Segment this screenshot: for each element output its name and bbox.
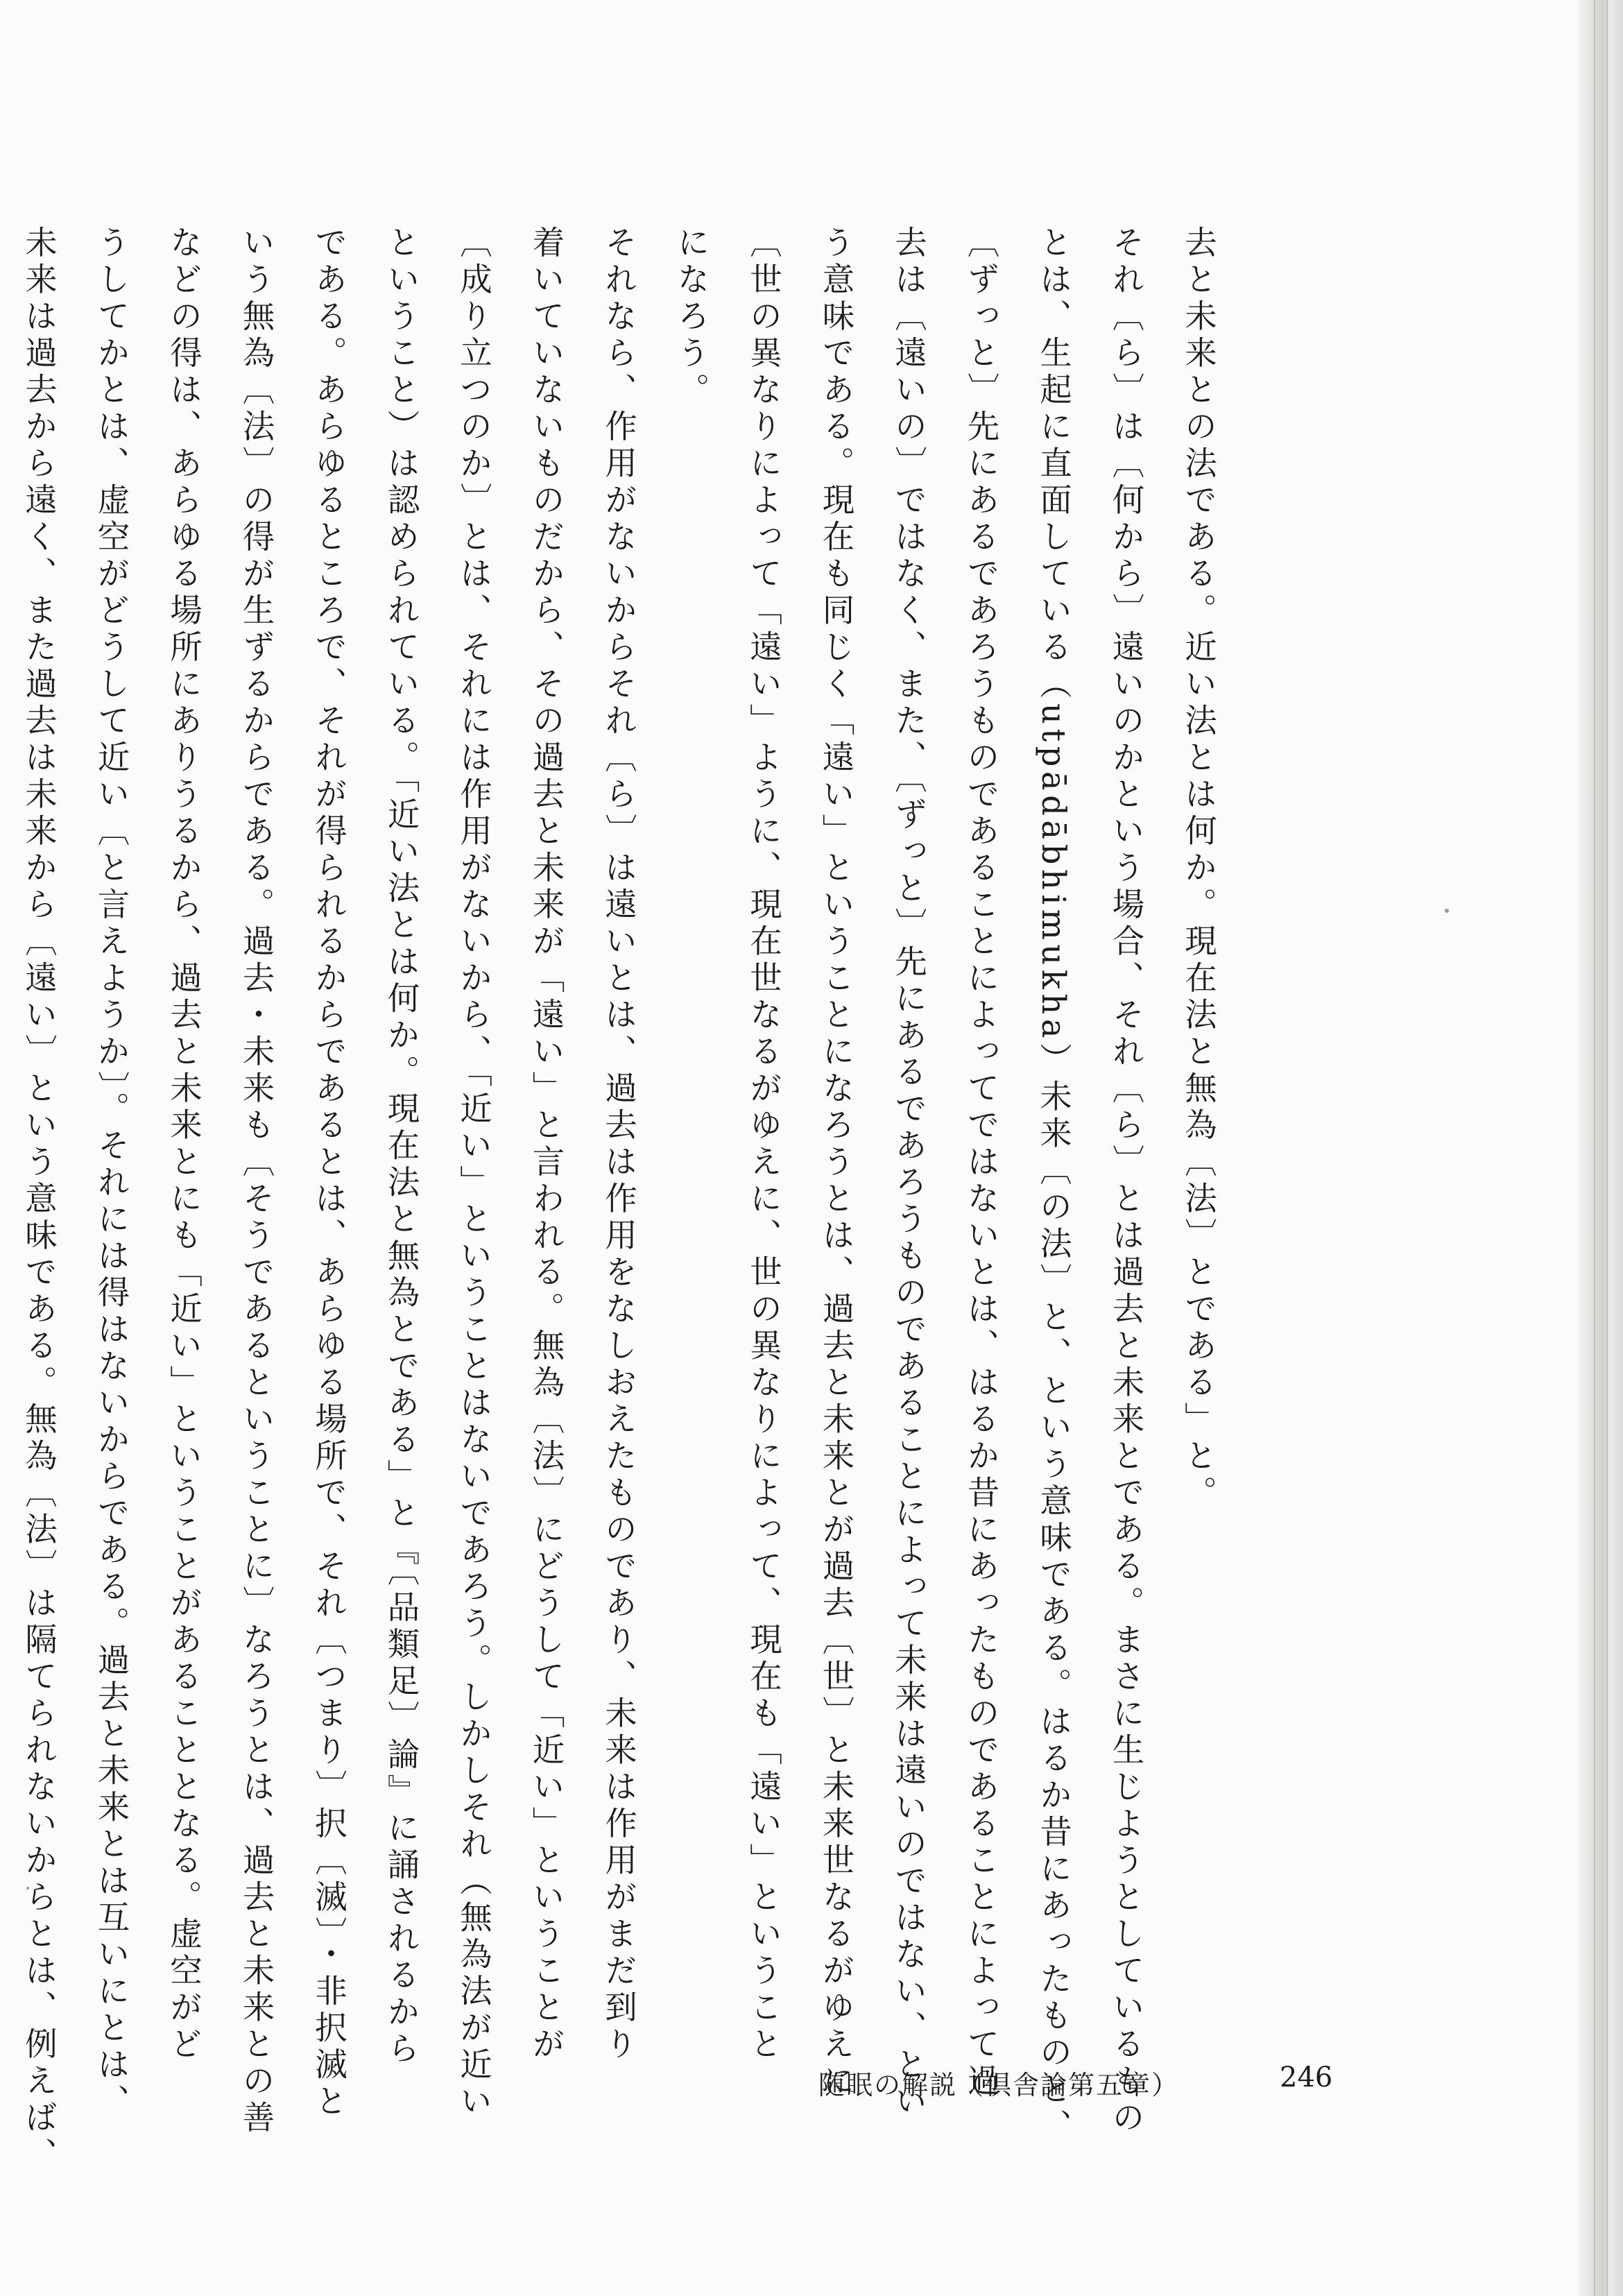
text-line: 〔成り立つのか〕とは、それには作用がないから、「近い」ということはないであろう。しかしそれ（無為法が近い bbox=[455, 225, 492, 2121]
running-footer-title: 随眠の解説（倶舎論第五章） bbox=[818, 2070, 1180, 2100]
text-line: 着いていないものだから、その過去と未来が「遠い」と言われる。無為〔法〕にどうして「近い」ということが bbox=[527, 225, 565, 2064]
text-line bbox=[0, 225, 3, 2043]
text-line: 〔世の異なりによって「遠い」ように、現在世なるがゆえに、世の異なりによって、現在も「遠い」ということ bbox=[745, 225, 782, 2064]
text-line: う意味である。現在も同じく「遠い」ということになろうとは、過去と未来とが過去〔世〕と未来世なるがゆえに bbox=[817, 225, 855, 2100]
text-line: 去は〔遠いの〕ではなく、また、〔ずっと〕先にあるであろうものであることによって未来は遠いのではない、とい bbox=[890, 225, 927, 2121]
text-line: それ〔ら〕は〔何から〕遠いのかという場合、それ〔ら〕とは過去と未来とである。まさに生じようとしているもの bbox=[1107, 225, 1145, 2137]
text-line: 未来は過去から遠く、また過去は未来から〔遠い〕という意味である。無為〔法〕は隔てられないからとは、例えば、 bbox=[20, 225, 58, 2174]
text-line: うしてかとは、虚空がどうして近い〔と言えようか〕。それには得はないからである。過去と未来とは互いにとは、 bbox=[92, 225, 130, 2121]
text-line: とは、生起に直面している（utpādābhimukha）未来〔の法〕と、という意味である。はるか昔にあったものと、 bbox=[1035, 225, 1072, 2146]
text-line: ということ）は認められている。「近い法とは何か。現在法と無為とである」と『〔品類足〕論』に誦されるから bbox=[382, 225, 420, 2068]
binding-line bbox=[1594, 0, 1595, 2296]
text-line: 〔ずっと〕先にあるであろうものであることによってではないとは、はるか昔にあったものであることによって過 bbox=[962, 225, 1000, 2100]
binding-line bbox=[1606, 0, 1608, 2296]
text-line: 去と未来との法である。近い法とは何か。現在法と無為〔法〕とである」と。 bbox=[1180, 225, 1217, 1512]
text-line: いう無為〔法〕の得が生ずるからである。過去・未来も〔そうであるということに〕なろうとは、過去と未来との善 bbox=[237, 225, 275, 2137]
scan-speck bbox=[1445, 909, 1449, 913]
text-line: である。あらゆるところで、それが得られるからであるとは、あらゆる場所で、それ〔つまり〕択〔滅〕・非択滅と bbox=[310, 225, 347, 2121]
page-number: 246 bbox=[1280, 2062, 1333, 2093]
text-line: それなら、作用がないからそれ〔ら〕は遠いとは、過去は作用をなしおえたものであり、未来は作用がまだ到り bbox=[600, 225, 637, 2064]
text-line: になろう。 bbox=[672, 225, 710, 409]
text-line: などの得は、あらゆる場所にありうるから、過去と未来とにも「近い」ということがあることとなる。虚空がど bbox=[165, 225, 203, 2064]
binding-gutter bbox=[1579, 0, 1623, 2296]
